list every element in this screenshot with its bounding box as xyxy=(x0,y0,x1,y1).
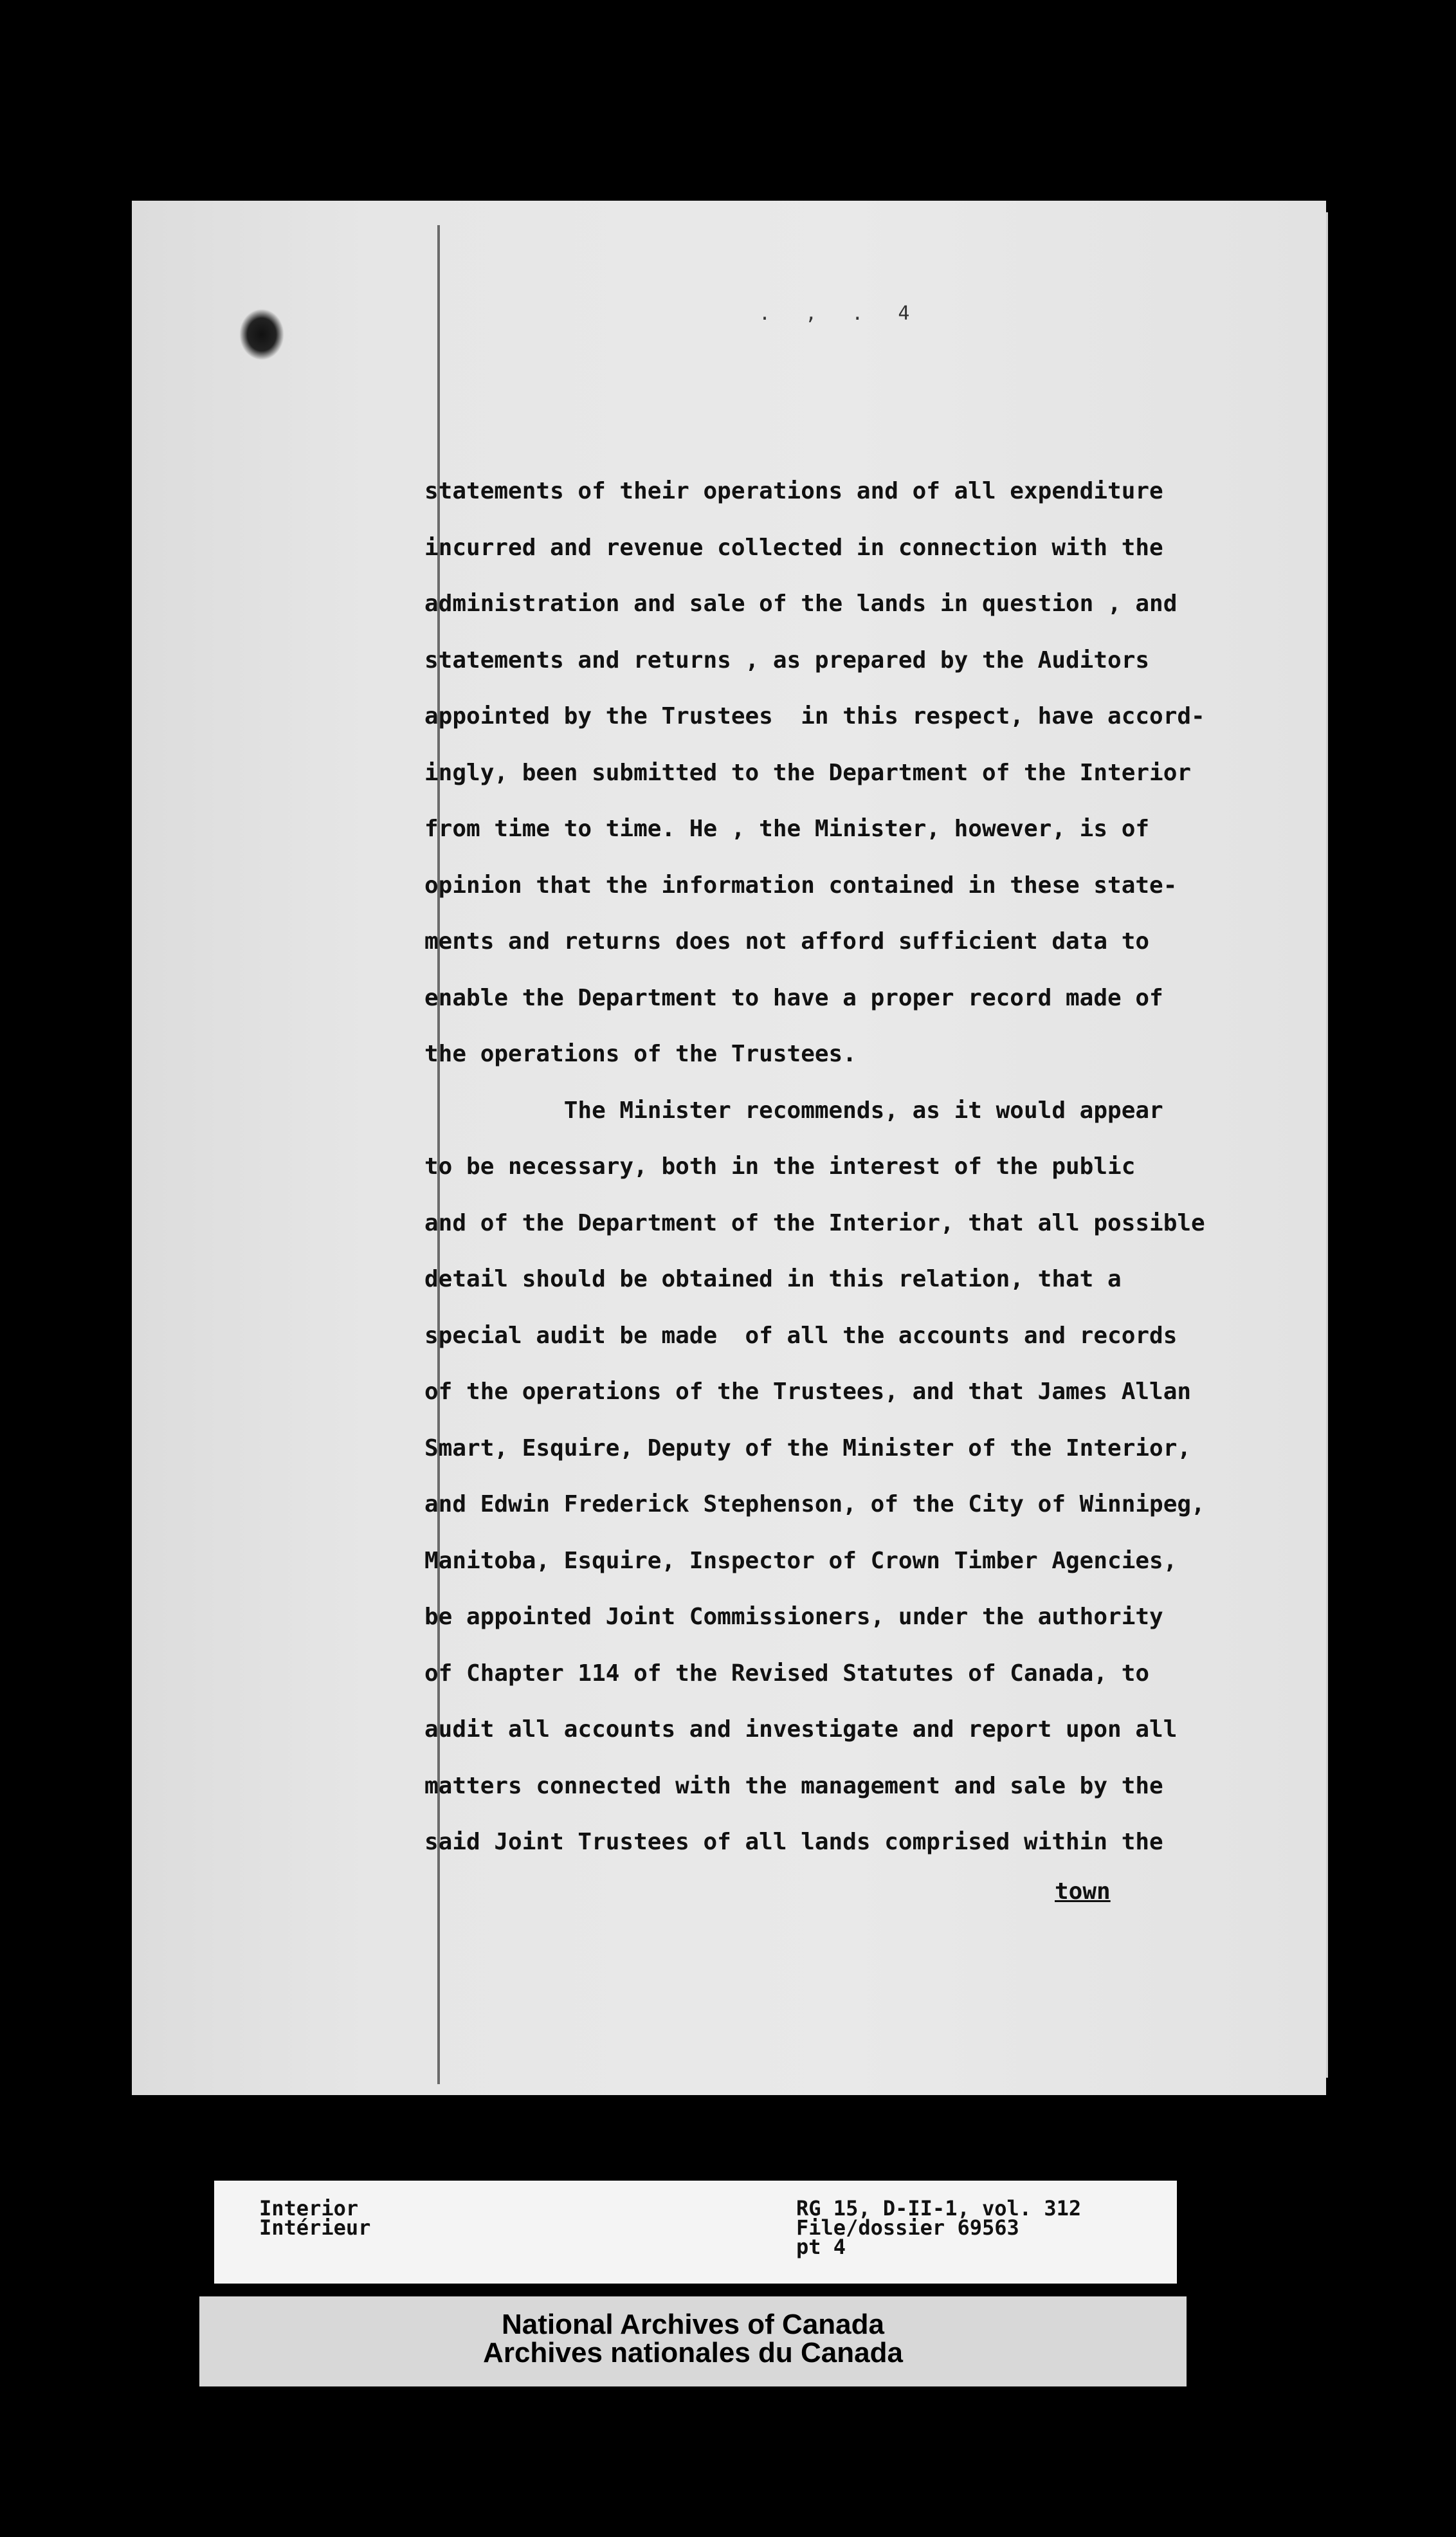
text-line: of the operations of the Trustees, and that James Allan xyxy=(424,1378,1192,1405)
text-line: incurred and revenue collected in connection with the xyxy=(424,534,1163,561)
text-line: appointed by the Trustees in this respect, have accord- xyxy=(424,703,1205,729)
text-line: The Minister recommends, as it would appear xyxy=(424,1097,1163,1124)
text-line: enable the Department to have a proper record made of xyxy=(424,984,1163,1011)
text-line: ments and returns does not afford sufficient data to xyxy=(424,928,1150,955)
archive-banner xyxy=(199,2296,1187,2386)
text-line: statements and returns , as prepared by the Auditors xyxy=(424,646,1150,673)
text-line: of Chapter 114 of the Revised Statutes of Canada, to xyxy=(424,1660,1150,1687)
reference-file: File/dossier 69563 xyxy=(796,2215,1019,2240)
text-line: ingly, been submitted to the Department of the Interior xyxy=(424,759,1192,786)
archive-reference-label xyxy=(214,2181,1177,2284)
archive-name-en: National Archives of Canada xyxy=(502,2309,884,2340)
reference-part: pt 4 xyxy=(796,2235,846,2259)
text-line: be appointed Joint Commissioners, under the authority xyxy=(424,1604,1163,1630)
text-line: Manitoba, Esquire, Inspector of Crown Timber Agencies, xyxy=(424,1547,1178,1574)
text-line: from time to time. He , the Minister, however, is of xyxy=(424,816,1150,842)
header-marks: . , . 4 xyxy=(759,302,922,325)
text-line: Smart, Esquire, Deputy of the Minister of the Interior, xyxy=(424,1434,1192,1461)
text-line: special audit be made of all the accounts and records xyxy=(424,1322,1178,1349)
text-line: administration and sale of the lands in question , and xyxy=(424,591,1178,617)
archive-name-fr: Archives nationales du Canada xyxy=(483,2337,903,2368)
text-line: to be necessary, both in the interest of the public xyxy=(424,1153,1136,1180)
reference-volume: RG 15, D-II-1, vol. 312 xyxy=(796,2196,1082,2221)
catchword: town xyxy=(1055,1878,1111,1905)
text-line: and of the Department of the Interior, that all possible xyxy=(424,1209,1205,1236)
text-line: statements of their operations and of all expenditure xyxy=(424,478,1163,504)
text-line: matters connected with the management and sale by the xyxy=(424,1772,1163,1799)
department-fr: Intérieur xyxy=(259,2215,371,2240)
text-line: said Joint Trustees of all lands comprised within the xyxy=(424,1829,1163,1855)
text-line: audit all accounts and investigate and report upon all xyxy=(424,1716,1178,1743)
department-block xyxy=(259,2196,371,2240)
department-en: Interior xyxy=(259,2196,359,2221)
ink-blot xyxy=(239,309,284,360)
text-line: the operations of the Trustees. xyxy=(424,1041,857,1067)
typed-body xyxy=(424,463,1260,1871)
text-line: and Edwin Frederick Stephenson, of the City of Winnipeg, xyxy=(424,1491,1205,1517)
reference-block xyxy=(796,2196,1082,2259)
text-line: opinion that the information contained in these state- xyxy=(424,872,1178,899)
text-line: detail should be obtained in this relation, that a xyxy=(424,1266,1122,1292)
